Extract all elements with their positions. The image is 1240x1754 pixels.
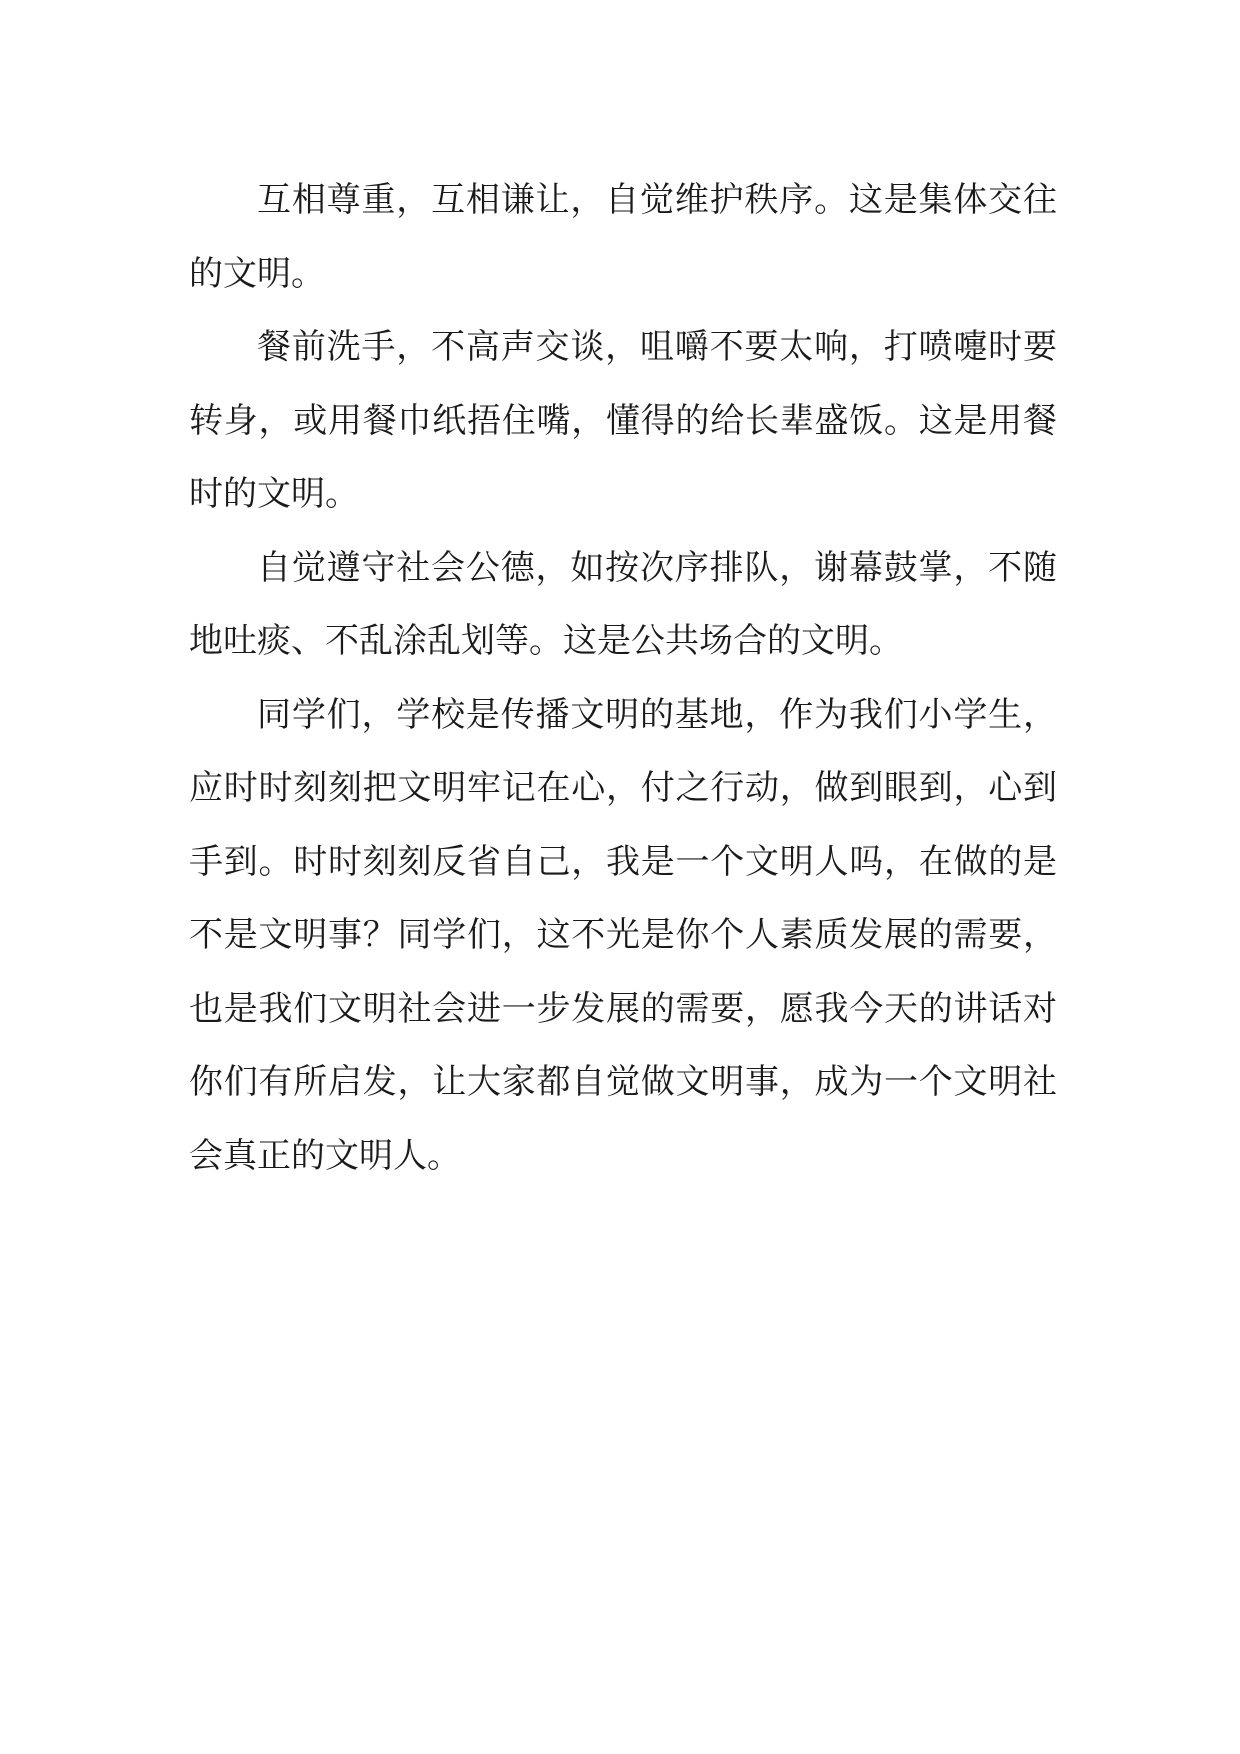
paragraph-line: 餐前洗手，不高声交谈，咀嚼不要太响，打喷嚏时要 bbox=[257, 327, 1057, 367]
paragraph-line: 应时时刻刻把文明牢记在心，付之行动，做到眼到，心到 bbox=[189, 768, 1057, 808]
paragraph-line: 地吐痰、不乱涂乱划等。这是公共场合的文明。 bbox=[189, 621, 903, 661]
body-text bbox=[189, 164, 1057, 1193]
paragraph-line: 时的文明。 bbox=[189, 474, 359, 514]
paragraph-line: 互相尊重，互相谦让，自觉维护秩序。这是集体交往 bbox=[257, 180, 1057, 220]
paragraph bbox=[189, 164, 1057, 311]
paragraph bbox=[189, 311, 1057, 532]
paragraph bbox=[189, 532, 1057, 679]
paragraph-line: 你们有所启发，让大家都自觉做文明事，成为一个文明社 bbox=[189, 1062, 1057, 1102]
paragraph-line: 不是文明事？同学们，这不光是你个人素质发展的需要， bbox=[189, 915, 1057, 955]
paragraph-line: 转身，或用餐巾纸捂住嘴，懂得的给长辈盛饭。这是用餐 bbox=[189, 400, 1057, 441]
paragraph-line: 手到。时时刻刻反省自己，我是一个文明人吗，在做的是 bbox=[189, 841, 1057, 882]
paragraph bbox=[189, 679, 1057, 1194]
paragraph-line: 也是我们文明社会进一步发展的需要，愿我今天的讲话对 bbox=[189, 988, 1057, 1029]
paragraph-line: 的文明。 bbox=[189, 253, 325, 294]
paragraph-line: 同学们，学校是传播文明的基地，作为我们小学生， bbox=[257, 694, 1057, 735]
paragraph-line: 自觉遵守社会公德，如按次序排队，谢幕鼓掌，不随 bbox=[257, 547, 1057, 588]
paragraph-line: 会真正的文明人。 bbox=[189, 1135, 461, 1176]
